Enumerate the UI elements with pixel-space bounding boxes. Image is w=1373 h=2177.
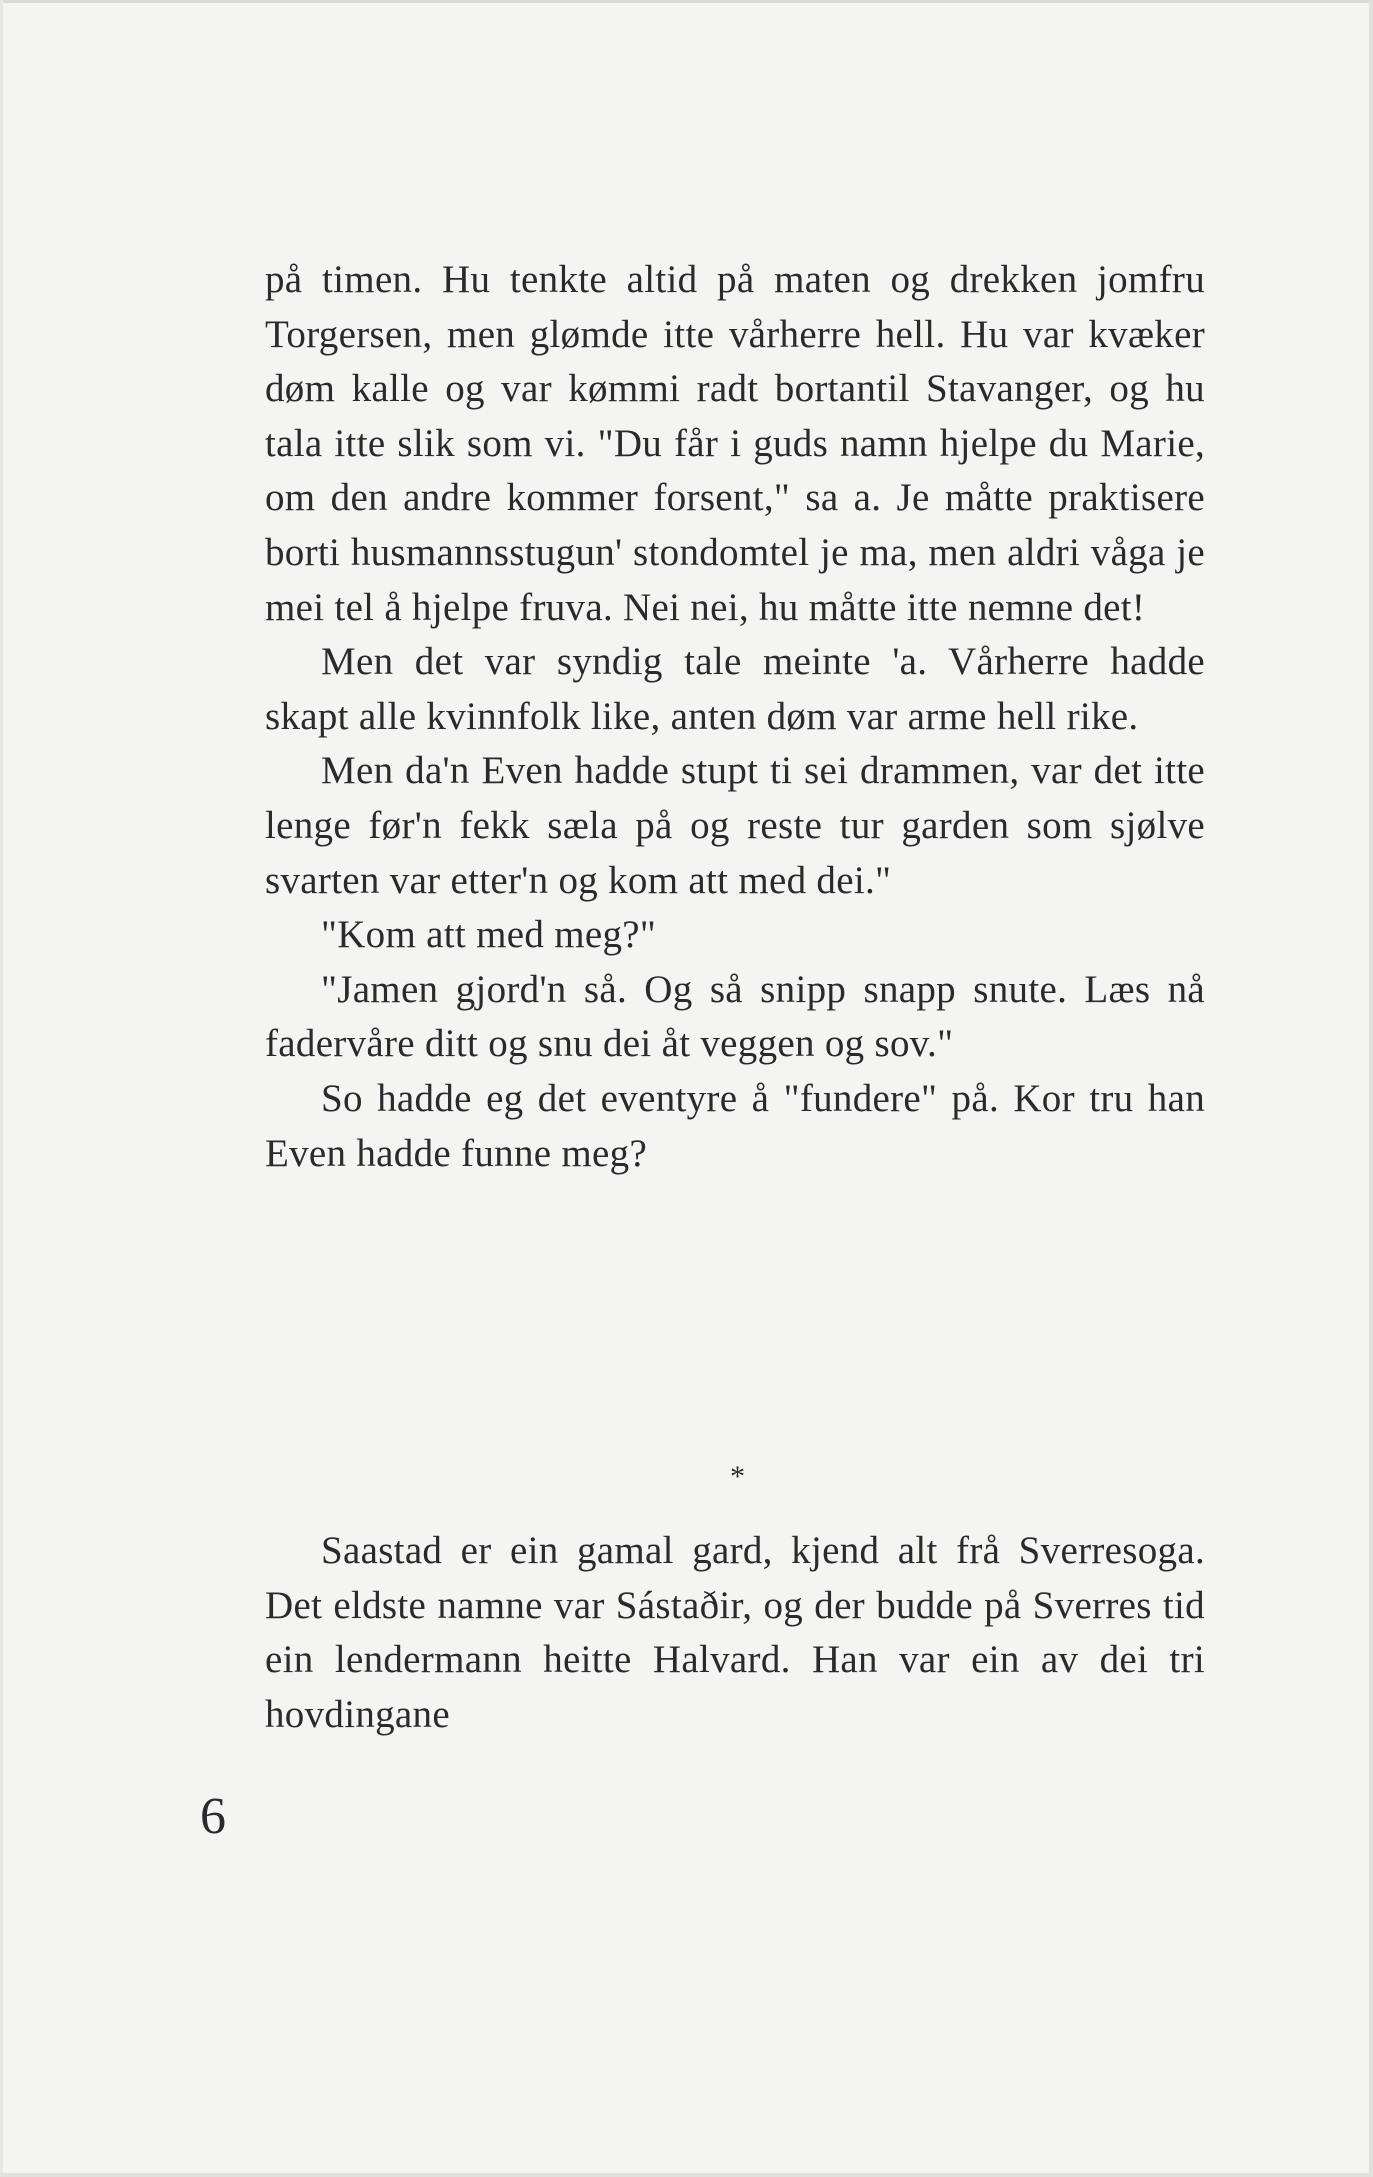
asterisk-separator: * [730,1460,745,1493]
body-text-section-2 [265,1524,1205,1742]
paragraph-continued: på timen. Hu tenkte altid på maten og drekken jomfru Torgersen, men glømde itte vårherre hell. Hu var kvæker døm kalle og var kømmi radt bortantil Stavanger, og hu tala itte slik som vi. "Du får i guds namn hjelpe du Marie, om den andre kommer forsent," sa a. Je måtte praktisere borti husmannsstugun' stondomtel je ma, men aldri våga je mei tel å hjelpe fruva. Nei nei, hu måtte itte nemne det! [265,258,1205,629]
paragraph: Saastad er ein gamal gard, kjend alt frå Sverresoga. Det eldste namne var Sástaðir, og der budde på Sverres tid ein lendermann heitte Halvard. Han var ein av dei tri hovdingane [265,1529,1205,1736]
page-number: 6 [200,1788,226,1845]
paragraph: "Jamen gjord'n så. Og så snipp snapp snute. Læs nå fadervåre ditt og snu dei åt veggen og sov." [265,967,1205,1066]
paragraph: So hadde eg det eventyre å "fundere" på. Kor tru han Even hadde funne meg? [265,1076,1205,1175]
paragraph: Men da'n Even hadde stupt ti sei drammen, var det itte lenge før'n fekk sæla på og reste tur garden som sjølve svarten var etter'n og kom att med dei." [265,749,1205,902]
paragraph: "Kom att med meg?" [321,913,657,957]
page-edge-bottom [0,2173,1373,2177]
page-edge-right [1369,0,1373,2177]
paragraph: Men det var syndig tale meinte 'a. Vårherre hadde skapt alle kvinnfolk like, anten døm var arme hell rike. [265,640,1205,738]
page-edge-top [0,0,1373,3]
body-text-section-1 [265,253,1205,1181]
section-separator [0,1462,1373,1492]
page-edge-left [0,0,3,2177]
